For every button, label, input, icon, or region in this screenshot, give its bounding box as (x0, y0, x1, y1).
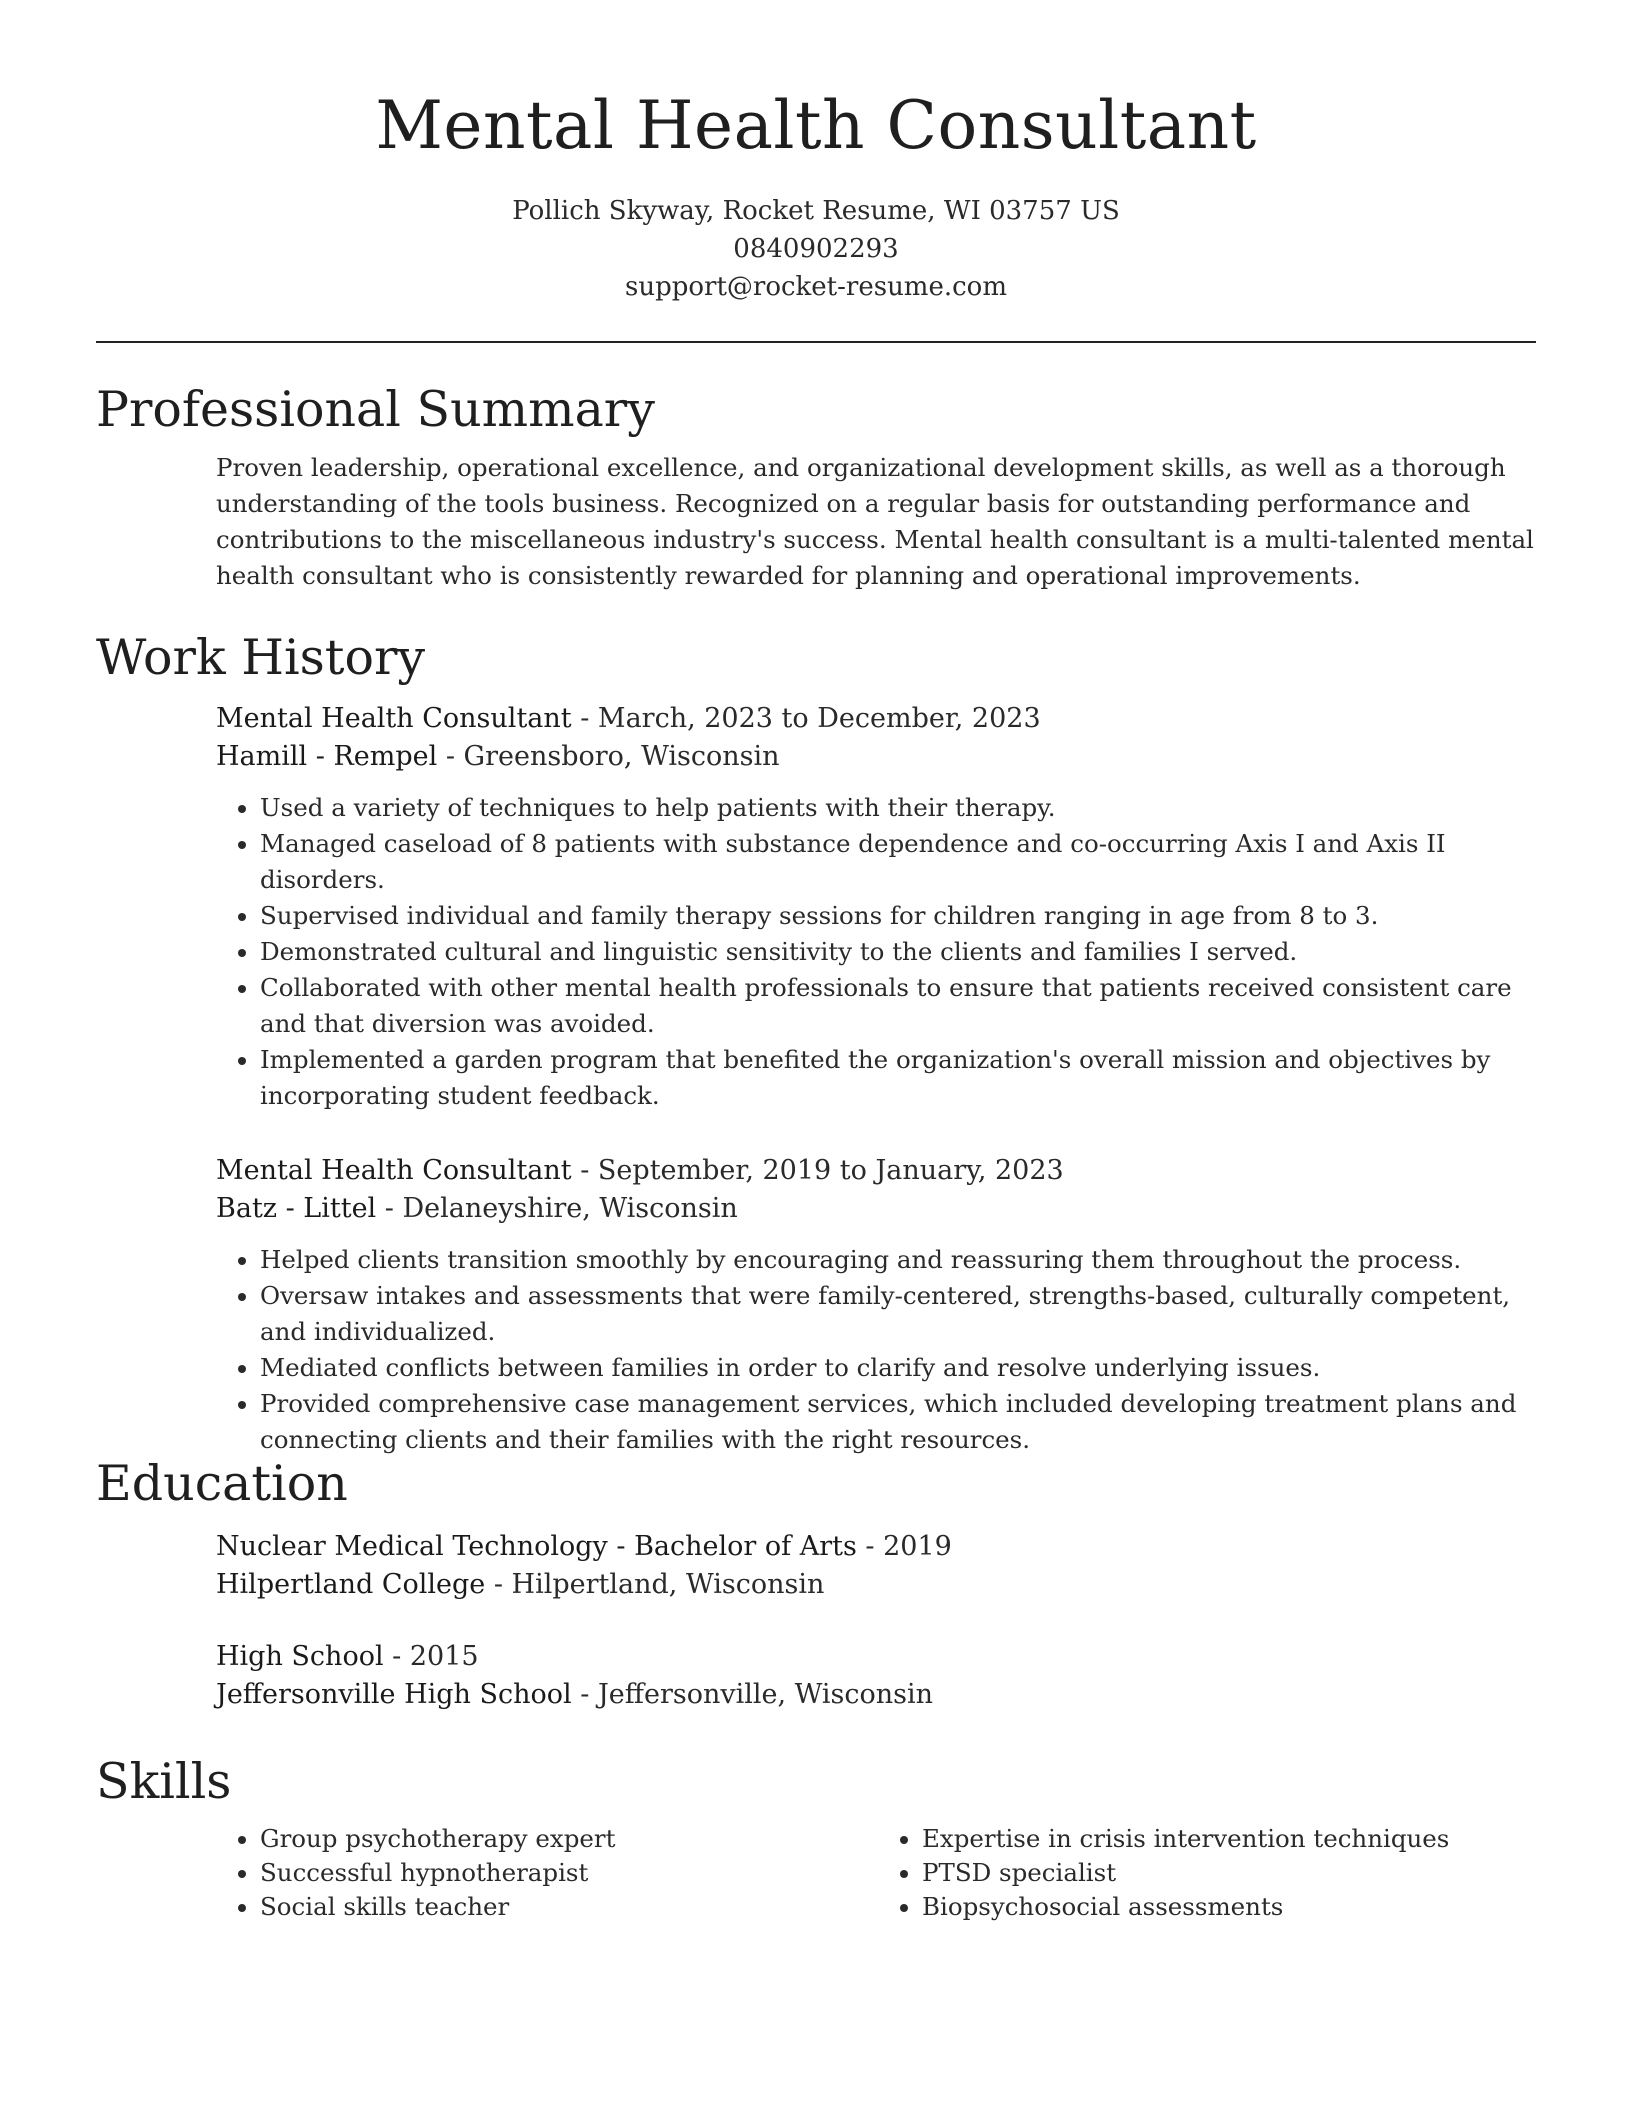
job-entry (216, 700, 1536, 1114)
degree-year: - 2019 (856, 1531, 952, 1562)
school-location: - Hilpertland, Wisconsin (485, 1569, 825, 1600)
header-divider (96, 341, 1536, 343)
summary-section (96, 378, 1536, 594)
list-item: • PTSD specialist (922, 1856, 1536, 1890)
degree-line (216, 1528, 1536, 1566)
education-entry (216, 1528, 1536, 1604)
applicant-name: Mental Health Consultant (375, 87, 1257, 164)
list-item: • Collaborated with other mental health professionals to ensure that patients received consistent care and that diversion was avoided. (260, 970, 1536, 1042)
resume-header (0, 0, 1632, 306)
job-company: Batz - Littel (216, 1193, 377, 1224)
job-location: - Greensboro, Wisconsin (437, 741, 780, 772)
job-dates: - September, 2019 to January, 2023 (571, 1155, 1064, 1186)
job-position: Mental Health Consultant (216, 1155, 572, 1186)
list-item: • Implemented a garden program that benefited the organization's overall mission and objectives by incorporating student feedback. (260, 1042, 1536, 1114)
education-heading: Education (96, 1455, 348, 1512)
work-history-heading: Work History (96, 629, 426, 686)
contact-info (0, 192, 1632, 306)
job-bullets (216, 1242, 1536, 1458)
job-entry (216, 1152, 1536, 1458)
list-item: • Successful hypnotherapist (260, 1856, 874, 1890)
school-location: - Jeffersonville, Wisconsin (571, 1679, 934, 1710)
list-item: • Group psychotherapy expert (260, 1822, 874, 1856)
skills-list-right (878, 1822, 1536, 1924)
skills-columns (216, 1822, 1536, 1924)
summary-text: Proven leadership, operational excellence, and organizational development skills, as well as a thorough understanding of the tools business. Recognized on a regular basis for outstanding performance and contributions to the miscellaneous industry's success. Mental health consultant is a multi-talented mental health consultant who is consistently rewarded for planning and operational improvements. (216, 453, 1534, 590)
job-title-line (216, 1152, 1536, 1190)
email: support@rocket-resume.com (624, 272, 1007, 302)
education-entry (216, 1638, 1536, 1714)
job-bullets (216, 790, 1536, 1114)
school-name: Hilpertland College (216, 1569, 486, 1600)
job-location: - Delaneyshire, Wisconsin (376, 1193, 738, 1224)
degree-year: - 2015 (383, 1641, 479, 1672)
school-line (216, 1676, 1536, 1714)
list-item: • Used a variety of techniques to help patients with their therapy. (260, 790, 1536, 826)
school-line (216, 1566, 1536, 1604)
skills-list-left (216, 1822, 874, 1924)
education-section (96, 1452, 1536, 1714)
skills-heading: Skills (96, 1753, 232, 1810)
job-company-line (216, 738, 1536, 776)
list-item: • Expertise in crisis intervention techniques (922, 1822, 1536, 1856)
list-item: • Mediated conflicts between families in order to clarify and resolve underlying issues. (260, 1350, 1536, 1386)
school-name: Jeffersonville High School (216, 1679, 572, 1710)
skills-section (96, 1750, 1536, 1924)
degree-name: High School (216, 1641, 384, 1672)
job-company-line (216, 1190, 1536, 1228)
list-item: • Helped clients transition smoothly by encouraging and reassuring them throughout the process. (260, 1242, 1536, 1278)
list-item: • Demonstrated cultural and linguistic sensitivity to the clients and families I served. (260, 934, 1536, 970)
degree-line (216, 1638, 1536, 1676)
list-item: • Managed caseload of 8 patients with substance dependence and co-occurring Axis I and Axis II disorders. (260, 826, 1536, 898)
list-item: • Provided comprehensive case management services, which included developing treatment plans and connecting clients and their families with the right resources. (260, 1386, 1536, 1458)
work-history-section (96, 626, 1536, 1458)
list-item: • Biopsychosocial assessments (922, 1890, 1536, 1924)
job-dates: - March, 2023 to December, 2023 (571, 703, 1041, 734)
list-item: • Social skills teacher (260, 1890, 874, 1924)
list-item: • Supervised individual and family therapy sessions for children ranging in age from 8 to 3. (260, 898, 1536, 934)
job-position: Mental Health Consultant (216, 703, 572, 734)
list-item: • Oversaw intakes and assessments that were family-centered, strengths-based, culturally competent, and individualized. (260, 1278, 1536, 1350)
job-company: Hamill - Rempel (216, 741, 438, 772)
job-title-line (216, 700, 1536, 738)
address: Pollich Skyway, Rocket Resume, WI 03757 US (512, 196, 1120, 226)
phone: 0840902293 (733, 234, 899, 264)
degree-name: Nuclear Medical Technology - Bachelor of Arts (216, 1531, 857, 1562)
summary-heading: Professional Summary (96, 381, 655, 438)
